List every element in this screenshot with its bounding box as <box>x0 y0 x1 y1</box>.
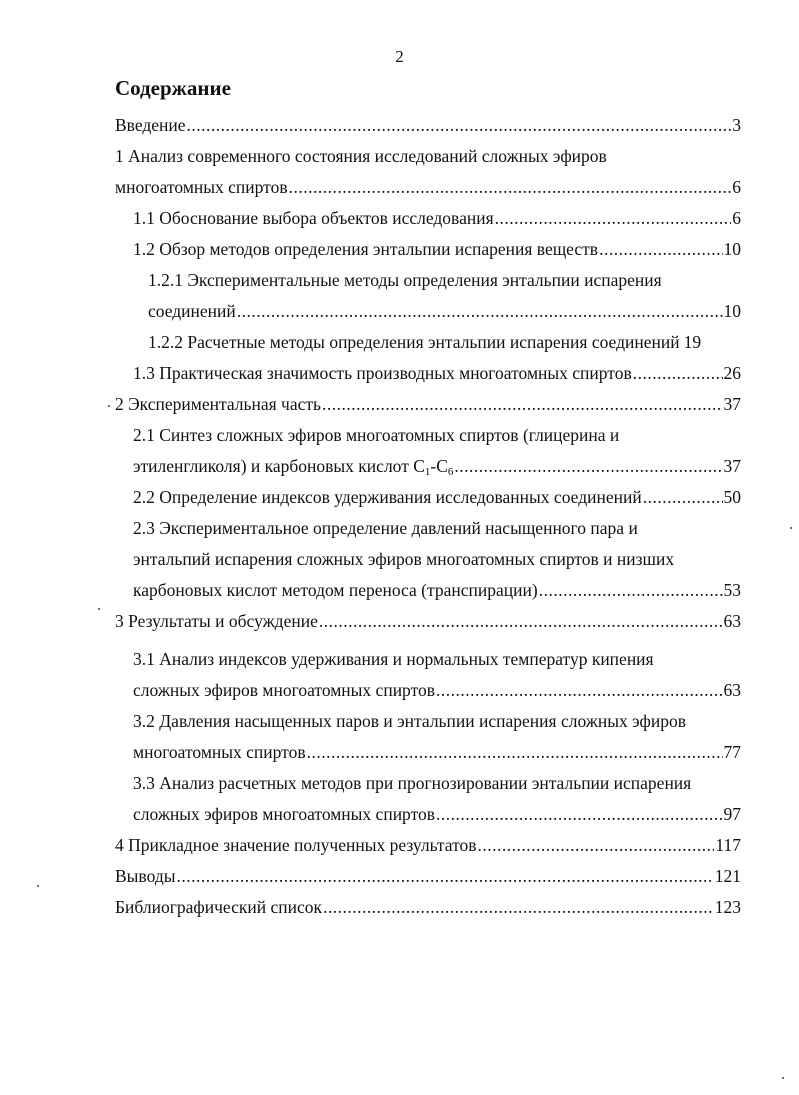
page-number: 2 <box>395 47 404 66</box>
dot-leader <box>436 799 722 829</box>
toc-entry-page: 63 <box>723 611 741 631</box>
toc-entry-page: 121 <box>714 866 741 886</box>
dot-leader <box>322 389 723 419</box>
toc-entry-page: 10 <box>723 301 741 321</box>
toc-entry-text: соединений <box>148 301 236 321</box>
toc-entry-page: 6 <box>732 177 741 197</box>
toc-entry-1-2-1-cont[interactable] <box>148 296 741 326</box>
toc-entry-text: 3 Результаты и обсуждение <box>115 611 318 631</box>
toc-entry-text <box>133 451 453 481</box>
toc-entry-text: 2.3 Экспериментальное определение давлений насыщенного пара и <box>133 518 638 538</box>
toc-entry-text: 1 Анализ современного состояния исследований сложных эфиров <box>115 146 607 166</box>
toc-entry-1-1[interactable] <box>133 203 741 233</box>
toc-entry-text: 2.1 Синтез сложных эфиров многоатомных спиртов (глицерина и <box>133 425 620 445</box>
toc-entry-2-2[interactable] <box>133 482 741 512</box>
toc-entry-page: 37 <box>723 394 741 414</box>
toc-entry-text: 1.2.2 Расчетные методы определения энтальпии испарения соединений <box>148 332 680 352</box>
toc-entry-2-1[interactable] <box>133 420 741 450</box>
toc-entry-page: 10 <box>723 239 741 259</box>
scan-speck <box>108 405 110 407</box>
toc-entry-conclusions[interactable] <box>115 861 741 891</box>
toc-entry-chapter-3[interactable] <box>115 606 741 636</box>
toc-entry-page: 19 <box>683 332 702 352</box>
toc-entry-text-pre: этиленгликоля) и карбоновых кислот C <box>133 456 425 476</box>
scan-speck <box>37 885 39 887</box>
toc-title: Содержание <box>115 76 231 100</box>
toc-entry-3-2[interactable] <box>133 706 741 736</box>
dot-leader <box>454 451 722 481</box>
toc-entry-2-3[interactable] <box>133 513 741 543</box>
toc-entry-3-3-cont[interactable] <box>133 799 741 829</box>
toc-entry-text: 1.3 Практическая значимость производных многоатомных спиртов <box>133 363 632 383</box>
toc-entry-text: Выводы <box>115 866 176 886</box>
scan-speck <box>98 608 100 610</box>
toc-entry-text: 1.1 Обоснование выбора объектов исследования <box>133 208 494 228</box>
dot-leader <box>633 358 723 388</box>
toc-entry-text: энтальпий испарения сложных эфиров многоатомных спиртов и низших <box>133 549 675 569</box>
toc-entry-page: 26 <box>723 363 741 383</box>
toc-entry-1-3[interactable] <box>133 358 741 388</box>
dot-leader <box>237 296 723 326</box>
dot-leader <box>539 575 723 605</box>
toc-entry-page: 50 <box>723 487 741 507</box>
toc-entry-text: 1.2.1 Экспериментальные методы определения энтальпии испарения <box>148 270 662 290</box>
toc-entry-page: 63 <box>723 680 741 700</box>
toc-entry-page: 37 <box>723 456 741 476</box>
toc-entry-page: 97 <box>723 804 741 824</box>
toc-entry-page: 77 <box>723 742 741 762</box>
toc-entry-page: 6 <box>732 208 741 228</box>
scan-speck <box>790 527 792 529</box>
toc-entry-1-2-2[interactable] <box>148 327 741 357</box>
toc-entry-text: Введение <box>115 115 186 135</box>
toc-entry-text: сложных эфиров многоатомных спиртов <box>133 804 436 824</box>
toc-entry-chapter-1-cont[interactable] <box>115 172 741 202</box>
toc-entry-text: Библиографический список <box>115 897 323 917</box>
dot-leader <box>599 234 722 264</box>
toc-entry-page: 117 <box>715 835 741 855</box>
dot-leader <box>176 861 713 891</box>
toc-entry-1-2[interactable] <box>133 234 741 264</box>
toc-entry-bibliography[interactable] <box>115 892 741 922</box>
toc-entry-2-1-cont[interactable] <box>133 451 741 481</box>
toc-entry-text: 3.3 Анализ расчетных методов при прогнозировании энтальпии испарения <box>133 773 692 793</box>
dot-leader <box>495 203 732 233</box>
toc-entry-3-2-cont[interactable] <box>133 737 741 767</box>
dot-leader <box>323 892 714 922</box>
dot-leader <box>478 830 715 860</box>
toc-entry-text: многоатомных спиртов <box>115 177 288 197</box>
toc-entry-text: 2.2 Определение индексов удерживания исследованных соединений <box>133 487 642 507</box>
toc-entry-page: 53 <box>723 580 741 600</box>
toc-entry-text: 2 Экспериментальная часть <box>115 394 321 414</box>
dot-leader <box>289 172 732 202</box>
subscript-6: 6 <box>447 466 454 478</box>
toc-entry-text: сложных эфиров многоатомных спиртов <box>133 680 436 700</box>
dot-leader <box>643 482 723 512</box>
toc-entry-text: карбоновых кислот методом переноса (транспирации) <box>133 580 538 600</box>
toc-entry-text: многоатомных спиртов <box>133 742 306 762</box>
dot-leader <box>187 110 732 140</box>
toc-entry-2-3-cont2[interactable] <box>133 575 741 605</box>
dot-leader <box>307 737 723 767</box>
toc-entry-3-1-cont[interactable] <box>133 675 741 705</box>
toc-entry-text: 1.2 Обзор методов определения энтальпии испарения веществ <box>133 239 599 259</box>
toc-entry-chapter-2[interactable] <box>115 389 741 419</box>
toc-entry-chapter-1[interactable] <box>115 141 741 171</box>
toc-entry-page: 3 <box>732 115 741 135</box>
toc-entry-text: 3.1 Анализ индексов удерживания и нормальных температур кипения <box>133 649 654 669</box>
toc-entry-text: 4 Прикладное значение полученных результатов <box>115 835 477 855</box>
toc-entry-text-mid: -C <box>430 456 448 476</box>
toc-entry-page: 123 <box>714 897 741 917</box>
toc-entry-introduction[interactable] <box>115 110 741 140</box>
dot-leader <box>319 606 723 636</box>
toc-entry-3-1[interactable] <box>133 644 741 674</box>
scan-speck <box>782 1077 784 1079</box>
toc-entry-chapter-4[interactable] <box>115 830 741 860</box>
toc-entry-2-3-cont[interactable] <box>133 544 741 574</box>
toc-entry-1-2-1[interactable] <box>148 265 741 295</box>
toc-entry-text: 3.2 Давления насыщенных паров и энтальпии испарения сложных эфиров <box>133 711 686 731</box>
dot-leader <box>436 675 722 705</box>
subscript-1: 1 <box>424 466 431 478</box>
toc-entry-3-3[interactable] <box>133 768 741 798</box>
